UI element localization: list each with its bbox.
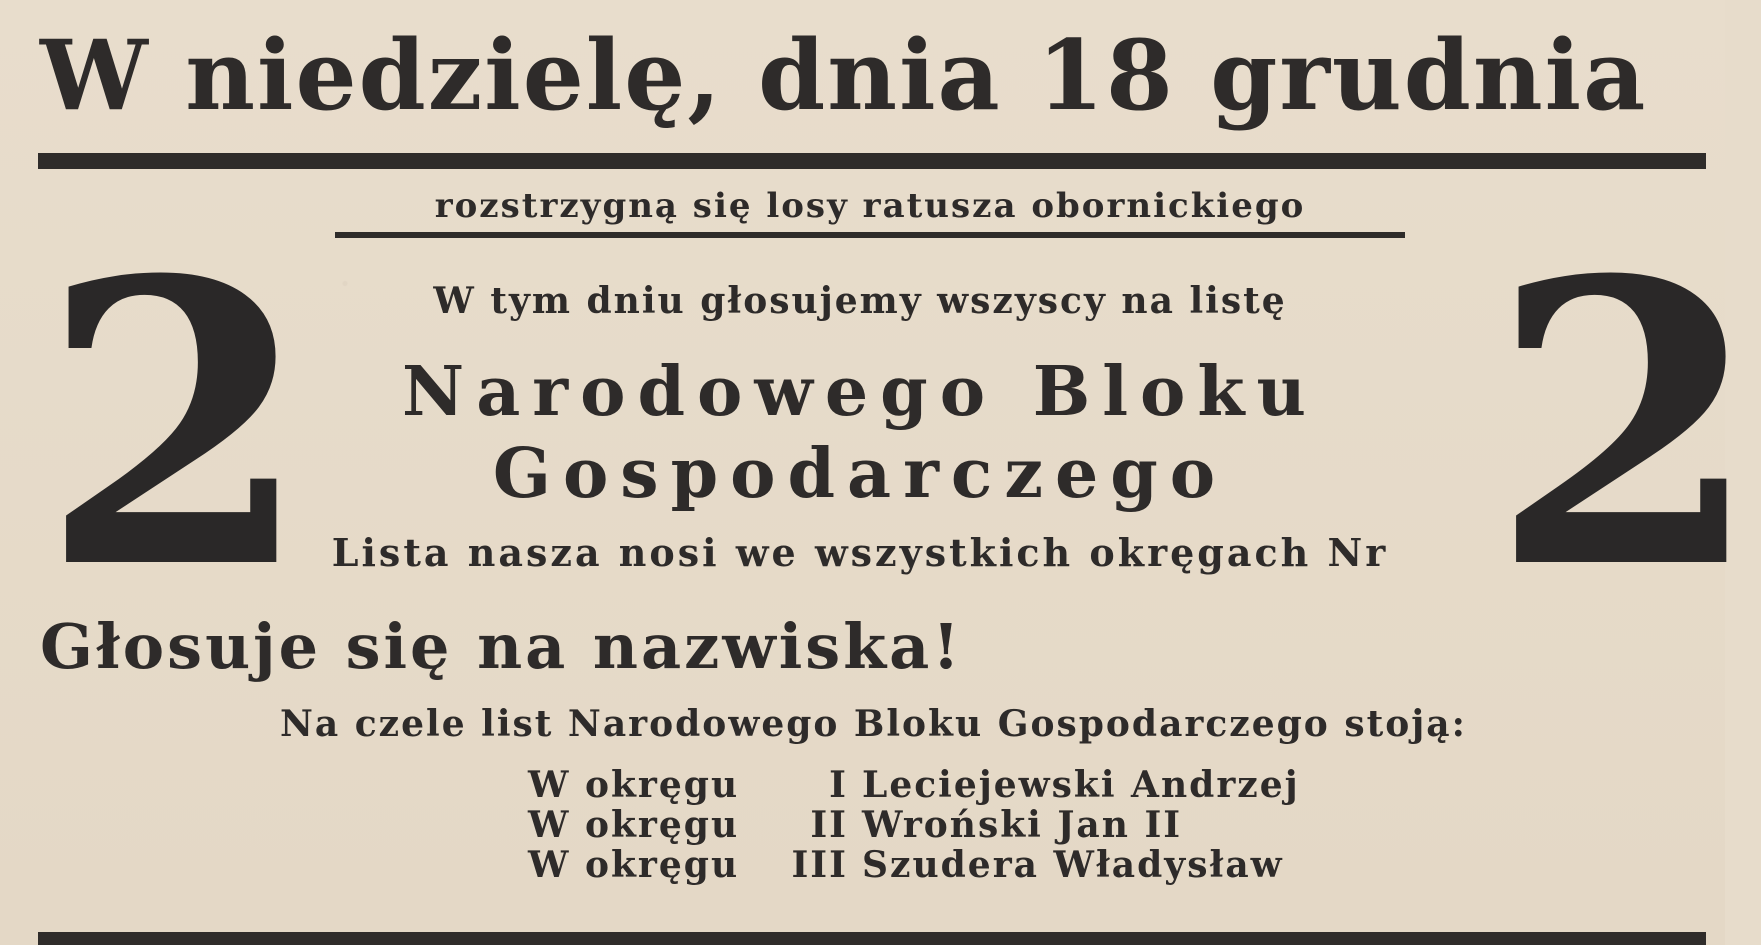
subheadline-underline	[335, 232, 1405, 238]
district-list	[528, 765, 1388, 885]
vote-names-heading: Głosuje się na nazwiska!	[40, 610, 963, 683]
bloc-name-line-1: Narodowego Bloku	[402, 352, 1318, 432]
district-number: II	[810, 804, 848, 846]
district-label: W okręgu	[528, 804, 740, 846]
district-number: III	[791, 844, 848, 886]
district-row	[528, 765, 1388, 805]
bloc-name-line-2: Gospodarczego	[492, 434, 1228, 514]
top-rule	[38, 153, 1706, 169]
lead-line: W tym dniu głosujemy wszyscy na listę	[433, 280, 1287, 322]
list-number-left: 2	[40, 196, 312, 654]
list-number-right: 2	[1490, 196, 1761, 654]
district-leader: Wroński Jan II	[862, 804, 1183, 846]
district-row	[528, 805, 1388, 845]
district-leader: Leciejewski Andrzej	[862, 764, 1300, 806]
district-leader: Szudera Władysław	[862, 844, 1284, 886]
headline: W niedzielę, dnia 18 grudnia	[40, 19, 1648, 132]
bottom-rule	[38, 932, 1706, 945]
district-number: I	[829, 764, 848, 806]
leaders-intro: Na czele list Narodowego Bloku Gospodarczego stoją:	[280, 703, 1467, 745]
subheadline: rozstrzygną się losy ratusza obornickiego	[434, 186, 1306, 226]
district-label: W okręgu	[528, 764, 740, 806]
district-row	[528, 845, 1388, 885]
district-label: W okręgu	[528, 844, 740, 886]
list-note: Lista nasza nosi we wszystkich okręgach Nr	[331, 530, 1389, 575]
